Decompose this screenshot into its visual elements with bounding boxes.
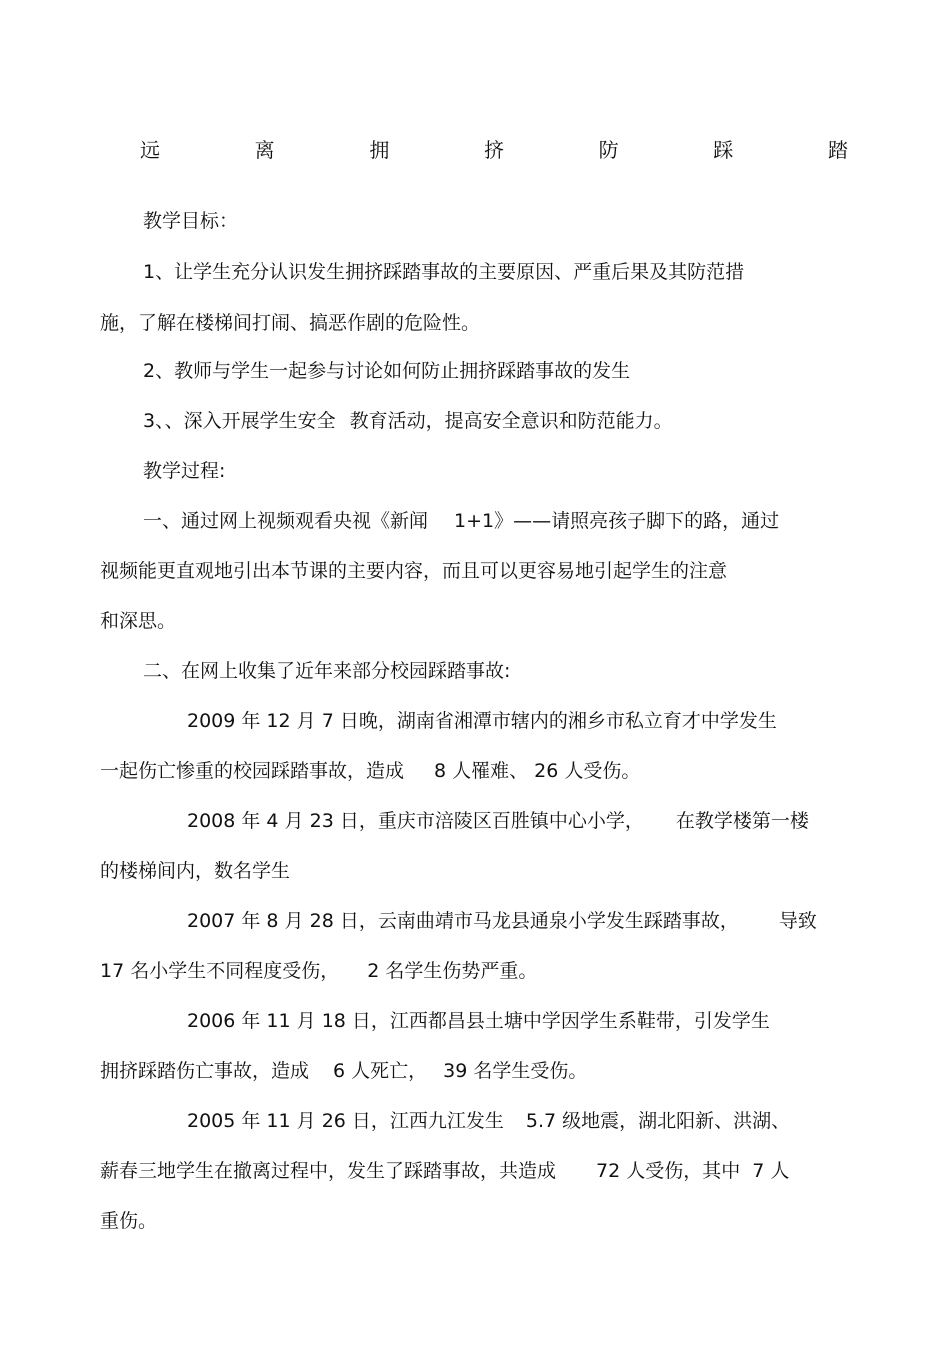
title-char: 远	[140, 138, 160, 162]
case-2007-line-1	[187, 908, 817, 934]
objective-1-line-2: 施，了解在楼梯间打闹、搞恶作剧的危险性。	[100, 312, 481, 334]
case-2005-line-2	[100, 1158, 789, 1184]
case-2005-line-1	[187, 1108, 790, 1134]
case-2005-text-e: 7 人	[752, 1160, 790, 1182]
case-2006-text-b: 6 人死亡，	[333, 1060, 428, 1082]
step-1-part-a: 一、通过网上视频观看央视《新闻	[143, 510, 429, 532]
case-2007-text-a: 2007 年 8 月 28 日，云南曲靖市马龙县通泉小学发生踩踏事故，	[187, 910, 739, 932]
case-2005-text-d: 72 人受伤，其中	[596, 1160, 741, 1182]
case-2007-text-d: 2 名学生伤势严重。	[367, 960, 538, 982]
case-2008-line-1	[187, 808, 809, 834]
step-1-line-3: 和深思。	[100, 610, 177, 632]
step-2: 二、在网上收集了近年来部分校园踩踏事故:	[143, 660, 511, 682]
case-2005-text-a: 2005 年 11 月 26 日，江西九江发生	[187, 1110, 504, 1132]
case-2005-text-b: 5.7 级地震，湖北阳新、洪湖、	[525, 1110, 791, 1132]
objective-3-part-a: 3、、深入开展学生安全	[143, 410, 336, 432]
case-2007-line-2	[100, 958, 537, 984]
objectives-heading: 教学目标：	[143, 210, 239, 232]
title-char: 挤	[483, 138, 504, 162]
title-char: 踩	[713, 138, 734, 162]
case-2006-text-a: 拥挤踩踏伤亡事故，造成	[100, 1060, 310, 1082]
step-1-part-b: 1+1》——请照亮孩子脚下的路，通过	[454, 510, 780, 532]
title-char: 离	[254, 138, 275, 162]
case-2008-text-a: 2008 年 4 月 23 日，重庆市涪陵区百胜镇中心小学，	[187, 810, 644, 832]
case-2008-line-2: 的楼梯间内，数名学生	[100, 860, 291, 882]
title-char: 防	[598, 138, 619, 162]
case-2009-text-b: 8 人罹难、 26 人受伤。	[434, 760, 641, 782]
case-2006-text-c: 39 名学生受伤。	[443, 1060, 588, 1082]
objective-2: 2、教师与学生一起参与讨论如何防止拥挤踩踏事故的发生	[143, 360, 631, 382]
case-2007-text-b: 导致	[778, 910, 817, 932]
case-2005-text-c: 薪春三地学生在撤离过程中，发生了踩踏事故，共造成	[100, 1160, 557, 1182]
step-1-line-1	[143, 508, 779, 534]
objective-1-line-1: 1、让学生充分认识发生拥挤踩踏事故的主要原因、严重后果及其防范措	[143, 261, 745, 283]
case-2009-line-1: 2009 年 12 月 7 日晚，湖南省湘潭市辖内的湘乡市私立育才中学发生	[187, 710, 777, 732]
case-2006-line-1: 2006 年 11 月 18 日，江西都昌县土塘中学因学生系鞋带，引发学生	[187, 1010, 770, 1032]
case-2009-text-a: 一起伤亡惨重的校园踩踏事故，造成	[100, 760, 405, 782]
document-title	[140, 134, 848, 163]
objective-3	[143, 408, 673, 434]
title-char: 踏	[827, 138, 848, 162]
case-2007-text-c: 17 名小学生不同程度受伤，	[100, 960, 340, 982]
process-heading: 教学过程:	[143, 460, 226, 482]
case-2006-line-2	[100, 1058, 587, 1084]
step-1-line-2: 视频能更直观地引出本节课的主要内容，而且可以更容易地引起学生的注意	[100, 560, 728, 582]
case-2008-text-b: 在教学楼第一楼	[675, 810, 809, 832]
title-char: 拥	[369, 138, 390, 162]
case-2009-line-2	[100, 758, 640, 784]
case-2005-line-3: 重伤。	[100, 1210, 158, 1232]
objective-3-part-b: 教育活动，提高安全意识和防范能力。	[349, 410, 673, 432]
